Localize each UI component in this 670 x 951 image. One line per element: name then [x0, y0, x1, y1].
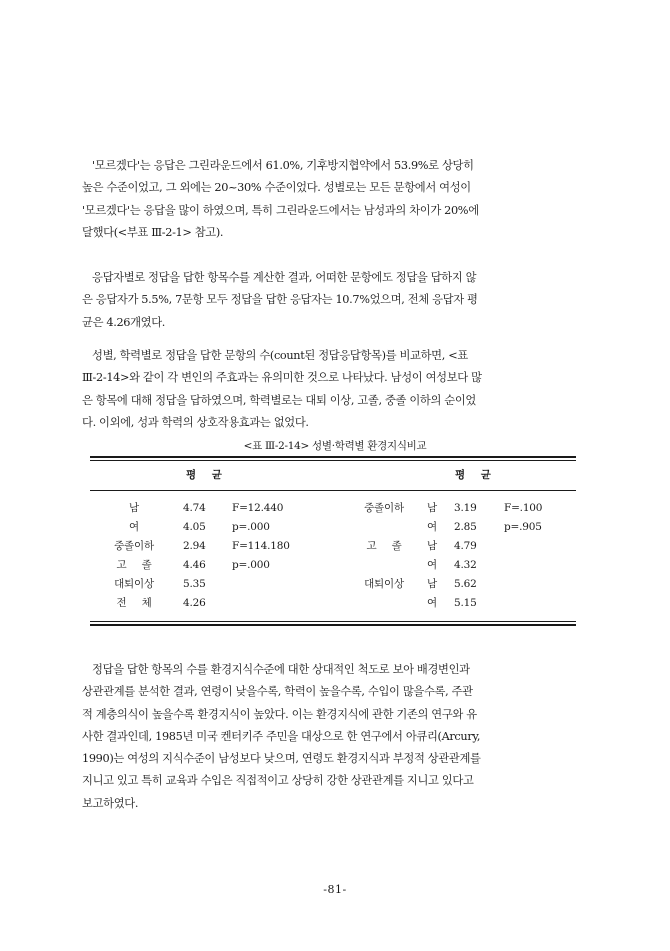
- text-line: 다. 이외에, 성과 학력의 상호작용효과는 없었다.: [82, 415, 309, 429]
- f-stat: F=12.440: [232, 502, 284, 514]
- p-value: p=.000: [232, 559, 270, 571]
- table-top-rule-thin: [90, 460, 576, 461]
- page-number: -81-: [323, 883, 347, 896]
- mean-value: 5.35: [183, 578, 206, 590]
- group-label: 중졸이하: [364, 502, 404, 514]
- group-label: 고 졸: [366, 540, 402, 552]
- text-line: 보고하였다.: [82, 796, 139, 810]
- sex-label: 남: [427, 502, 437, 514]
- f-stat: F=.100: [504, 502, 543, 514]
- mean-value: 3.19: [454, 502, 477, 514]
- text-line: 적 계층의식이 높을수록 환경지식이 높았다. 이는 환경지식에 관한 기존의 연구와 유: [82, 707, 477, 721]
- text-line: 1990)는 여성의 지식수준이 남성보다 낮으며, 연령도 환경지식과 부정적 상관관계를: [82, 752, 481, 766]
- table-bottom-rule-thin: [90, 621, 576, 622]
- text-line: 높은 수준이었고, 그 외에는 20~30% 수준이었다. 성별로는 모든 문항에서 여성이: [82, 181, 471, 195]
- table-bottom-rule: [90, 624, 576, 626]
- mean-value: 4.74: [183, 502, 206, 514]
- text-line: '모르겠다'는 응답을 많이 하였으며, 특히 그린라운드에서는 남성과의 차이가 20%에: [82, 203, 479, 217]
- text-line: 상관관계를 분석한 결과, 연령이 낮을수록, 학력이 높을수록, 수입이 많을수록, 주관: [82, 685, 473, 699]
- text-line: 지니고 있고 특히 교육과 수입은 직접적이고 상당히 강한 상관관계를 지니고 있다고: [82, 774, 474, 788]
- paragraph-2: [82, 267, 582, 334]
- sex-label: 여: [427, 521, 437, 533]
- row-label: 고 졸: [116, 559, 152, 571]
- sex-label: 여: [427, 559, 437, 571]
- table-top-rule: [90, 456, 576, 458]
- text-line: 정답을 답한 항목의 수를 환경지식수준에 대한 상대적인 척도로 보아 배경변인과: [92, 663, 470, 676]
- text-line: '모르겠다'는 응답은 그린라운드에서 61.0%, 기후방지협약에서 53.9%로 상당히: [92, 159, 474, 172]
- header-mean-left: 평 균: [186, 469, 228, 481]
- mean-value: 5.62: [454, 578, 477, 590]
- mean-value: 4.46: [183, 559, 206, 571]
- table-caption: <표 Ⅲ-2-14> 성별·학력별 환경지식비교: [243, 440, 427, 452]
- sex-label: 여: [427, 597, 437, 609]
- mean-value: 4.26: [183, 597, 206, 609]
- text-line: 달했다(<부표 Ⅲ-2-1> 참고).: [82, 225, 224, 239]
- text-line: 사한 결과인데, 1985년 미국 켄터키주 주민을 대상으로 한 연구에서 아큐리(Arcury,: [82, 729, 481, 743]
- paragraph-3: [82, 345, 582, 434]
- comparison-table: [90, 456, 576, 636]
- mean-value: 4.79: [454, 540, 477, 552]
- text-line: 은 응답자가 5.5%, 7문항 모두 정답을 답한 응답자는 10.7%었으며, 전체 응답자 평: [82, 293, 478, 307]
- row-label: 여: [129, 521, 139, 533]
- row-label: 중졸이하: [114, 540, 154, 552]
- row-label: 전 체: [116, 597, 152, 609]
- sex-label: 남: [427, 578, 437, 590]
- p-value: p=.000: [232, 521, 270, 533]
- paragraph-4: [82, 659, 582, 815]
- mean-value: 4.05: [183, 521, 206, 533]
- text-line: 응답자별로 정답을 답한 항목수를 계산한 결과, 어떠한 문항에도 정답을 답하지 않: [92, 271, 477, 284]
- row-label: 남: [129, 502, 139, 514]
- text-line: 은 항목에 대해 정답을 답하였으며, 학력별로는 대퇴 이상, 고졸, 중졸 이하의 순이었: [82, 393, 476, 407]
- p-value: p=.905: [504, 521, 542, 533]
- text-line: 성별, 학력별로 정답을 답한 문항의 수(count된 정답응답항목)를 비교하면, <표: [92, 349, 468, 362]
- row-label: 대퇴이상: [114, 578, 154, 590]
- text-line: Ⅲ-2-14>와 같이 각 변인의 주효과는 유의미한 것으로 나타났다. 남성이 여성보다 많: [82, 371, 482, 385]
- mean-value: 2.85: [454, 521, 477, 533]
- paragraph-1: [82, 155, 582, 244]
- f-stat: F=114.180: [232, 540, 290, 552]
- header-mean-right: 평 균: [455, 469, 497, 481]
- group-label: 대퇴이상: [364, 578, 404, 590]
- mean-value: 2.94: [183, 540, 206, 552]
- sex-label: 남: [427, 540, 437, 552]
- table-header-rule: [90, 490, 576, 491]
- text-line: 균은 4.26개였다.: [82, 315, 166, 329]
- mean-value: 4.32: [454, 559, 477, 571]
- mean-value: 5.15: [454, 597, 477, 609]
